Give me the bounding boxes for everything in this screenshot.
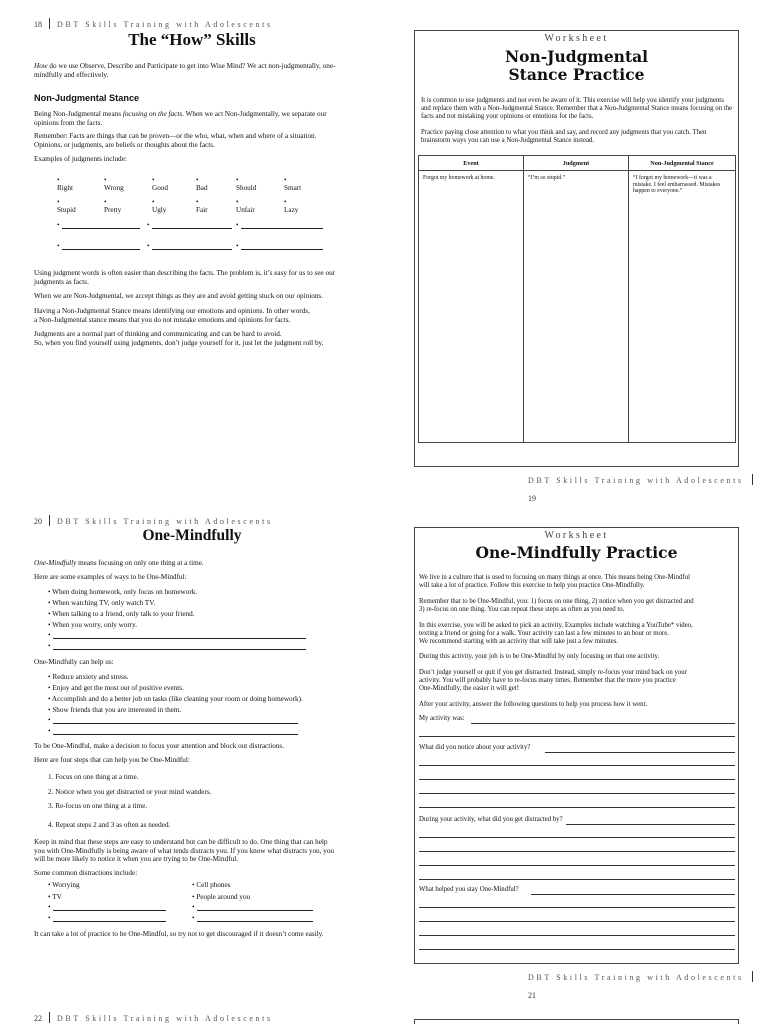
text: . When we act Non-Judgmentally, we separate our opinions from the facts. <box>34 110 327 127</box>
answer-line[interactable] <box>419 807 735 808</box>
paragraph-normal-line2: So, when you find yourself using judgments, don’t judge yourself for it, just let the judgment roll by. <box>34 338 324 347</box>
bullet: • <box>48 903 51 911</box>
list-item: • People around you <box>192 893 251 901</box>
column-header-event: Event <box>419 156 524 171</box>
fill-in-line[interactable] <box>241 249 323 250</box>
fill-in-line[interactable] <box>152 228 232 229</box>
table-cell-stance[interactable] <box>629 171 736 443</box>
fill-in-line[interactable] <box>53 723 298 724</box>
fill-in-line[interactable] <box>62 228 140 229</box>
answer-line[interactable] <box>419 907 735 908</box>
answer-line[interactable] <box>419 736 735 737</box>
worksheet-text: Don’t judge yourself or quit if you get distracted. Instead, simply re-focus your mind back on your <box>419 669 687 676</box>
list-item: • Reduce anxiety and stress. <box>48 673 129 681</box>
list-item: • Stupid <box>57 198 76 214</box>
bullet: • <box>48 727 51 735</box>
list-item: • Bad <box>196 176 208 192</box>
worksheet-text: Remember that to be One-Mindful, you: 1) focus on one thing, 2) notice when you get distracted and <box>419 598 694 605</box>
judgment-table <box>418 155 736 443</box>
running-head: DBT Skills Training with Adolescents <box>57 1014 273 1023</box>
answer-line[interactable] <box>419 949 735 950</box>
list-item: • Unfair <box>236 198 255 214</box>
examples-intro: Here are some examples of ways to be One-Mindful: <box>34 573 187 581</box>
section-title: Non-Judgmental Stance <box>34 93 140 103</box>
bullet: • <box>147 242 150 250</box>
worksheet-non-judgmental <box>414 30 739 467</box>
answer-line[interactable] <box>419 793 735 794</box>
list-item: • Fair <box>196 198 208 214</box>
bullet: • <box>192 903 195 911</box>
page-number: 21 <box>528 991 536 1000</box>
table-row <box>419 171 736 443</box>
worksheet-intro-2: Practice paying close attention to what you think and say, and record any judgments that you catch. Then brainstorm ways you can use a Non-Judgmental Stance instead. <box>421 129 707 144</box>
fill-in-line[interactable] <box>197 921 313 922</box>
bullet: • <box>48 631 51 639</box>
table-header-row <box>419 156 736 171</box>
list-item: • Wrong <box>104 176 124 192</box>
bullet: • <box>57 221 60 229</box>
running-head: DBT Skills Training with Adolescents <box>528 476 744 485</box>
bullet: • <box>236 221 239 229</box>
list-item: • Good <box>152 176 168 192</box>
list-item: • Should <box>236 176 257 192</box>
keep-in-mind-line1: Keep in mind that these steps are easy to understand but can be difficult to do. One thing that can help <box>34 838 328 846</box>
page-21-footer <box>528 967 768 1003</box>
answer-line[interactable] <box>419 879 735 880</box>
question-activity: My activity was: <box>419 715 465 722</box>
answer-line[interactable] <box>419 865 735 866</box>
page-22-header <box>34 1008 273 1024</box>
table-cell-event[interactable] <box>419 171 524 443</box>
list-item: • Worrying <box>48 881 80 889</box>
divider <box>49 18 50 29</box>
worksheet-text: We recommend starting with an activity that will take just a few minutes. <box>419 638 618 645</box>
list-item: • Smart <box>284 176 302 192</box>
list-item: • When doing homework, only focus on homework. <box>48 588 198 596</box>
paragraph-being-non-judgmental <box>34 110 344 127</box>
page-title: One-Mindfully <box>142 527 242 544</box>
bullet: • <box>48 914 51 922</box>
list-item: 1. Focus on one thing at a time. <box>48 773 139 781</box>
definition <box>34 559 354 568</box>
worksheet-text: In this exercise, you will be asked to pick an activity. Examples include watching a YouTube* video, <box>419 622 693 629</box>
page-number: 18 <box>34 20 42 29</box>
fill-in-line[interactable] <box>53 910 166 911</box>
page-number: 19 <box>528 494 536 503</box>
emphasis: One-Mindfully <box>34 559 77 567</box>
keep-in-mind-line3: will be more likely to notice it when you are trying to be One-Mindful. <box>34 855 238 863</box>
answer-line[interactable] <box>545 752 735 753</box>
question-helped: What helped you stay One-Mindful? <box>419 886 519 893</box>
fill-in-line[interactable] <box>53 921 166 922</box>
worksheet-one-mindfully <box>414 527 739 964</box>
worksheet-title-line1: Non-Judgmental <box>504 47 649 66</box>
paragraph-judgment-words: Using judgment words is often easier than describing the facts. The problem is, it’s easy for us to see our judgments as facts. <box>34 269 336 286</box>
keep-in-mind-line2: you with One-Mindfully is being aware of what tends distracts you. If you know what distracts you, you <box>34 846 335 855</box>
fill-in-line[interactable] <box>53 734 298 735</box>
worksheet-title: One-Mindfully Practice <box>475 543 678 562</box>
list-item: • Right <box>57 176 73 192</box>
example-event: Forgot my homework at home. <box>423 175 495 181</box>
page-number: 20 <box>34 517 42 526</box>
running-head: DBT Skills Training with Adolescents <box>57 517 273 526</box>
worksheet-text: One-Mindfully, the easier it will get! <box>419 685 519 692</box>
list-item: • When watching TV, only watch TV. <box>48 599 156 607</box>
answer-line[interactable] <box>419 779 735 780</box>
paragraph-facts: Remember: Facts are things that can be proven—or the who, what, when and where of a situation. Opinions, or judgments, are beliefs or thoughts about the facts. <box>34 132 317 149</box>
worksheet-text: activity. You will probably have to re-focus many times. Remember that the more you practice <box>419 677 676 684</box>
intro-paragraph <box>34 62 344 79</box>
fill-in-line[interactable] <box>62 249 140 250</box>
divider <box>49 515 50 526</box>
steps-intro: Here are four steps that can help you be One-Mindful: <box>34 756 190 764</box>
bullet: • <box>147 221 150 229</box>
closing-paragraph: It can take a lot of practice to be One-Mindful, so try not to get discouraged if it doesn’t come easily. <box>34 930 324 938</box>
list-item: 4. Repeat steps 2 and 3 as often as needed. <box>48 820 171 829</box>
worksheet-title-line2: Stance Practice <box>508 65 645 84</box>
paragraph-examples: Examples of judgments include: <box>34 155 127 163</box>
text: means focusing on only one thing at a time. <box>76 559 204 567</box>
answer-line[interactable] <box>566 824 735 825</box>
list-item: • Lazy <box>284 198 299 214</box>
steps-list <box>48 773 211 835</box>
fill-in-line[interactable] <box>53 638 306 639</box>
page-19-footer <box>528 470 768 506</box>
bullet: • <box>192 914 195 922</box>
divider <box>49 1012 50 1023</box>
worksheet-text: During this activity, your job is to be One-Mindful by only focusing on that one activity. <box>419 653 660 660</box>
list-item: • Pretty <box>104 198 122 214</box>
page-title: The “How” Skills <box>128 30 256 49</box>
divider <box>752 971 753 982</box>
paragraph-normal-line1: Judgments are a normal part of thinking and communicating and can be hard to avoid. <box>34 330 282 338</box>
worksheet-label: Worksheet <box>544 530 609 541</box>
paragraph-stance-line2: a Non-Judgmental stance means that you do not mistake emotions and opinions for facts. <box>34 315 291 324</box>
fill-in-line[interactable] <box>241 228 323 229</box>
list-item: 2. Notice when you get distracted or your mind wanders. <box>48 787 212 796</box>
help-intro: One-Mindfully can help us: <box>34 658 114 666</box>
question-notice: What did you notice about your activity? <box>419 744 531 751</box>
bullet: • <box>48 716 51 724</box>
worksheet-intro: It is common to use judgments and not even be aware of it. This exercise will help you identify your judgments and replace them with a Non-Judgmental Stance. Remember that a Non-Judgmental Stance means focusing on the facts and not mistaking your opinions or emotions for the facts. <box>421 97 733 120</box>
running-head: DBT Skills Training with Adolescents <box>528 973 744 982</box>
intro-text: do we use Observe, Describe and Participate to get into Wise Mind? We act non-judgmentally, one-mindfully and effectively. <box>34 62 336 79</box>
list-item: • TV <box>48 893 62 901</box>
worksheet-text: We live in a culture that is used to focusing on many things at once. This means being One-Mindful <box>419 574 690 581</box>
list-item: • Enjoy and get the most out of positive events. <box>48 684 184 692</box>
answer-line[interactable] <box>419 935 735 936</box>
answer-line[interactable] <box>419 921 735 922</box>
bullet: • <box>236 242 239 250</box>
answer-line[interactable] <box>419 837 735 838</box>
worksheet-box-partial <box>414 1019 739 1024</box>
bullet: • <box>57 242 60 250</box>
list-item: • When talking to a friend, only talk to your friend. <box>48 610 195 618</box>
fill-in-line[interactable] <box>197 910 313 911</box>
example-stance: “I forgot my homework—it was a mistake. I feel embarrassed. Mistakes happen to everyone.” <box>633 175 721 195</box>
example-judgment: “I’m so stupid.” <box>528 175 566 181</box>
answer-line[interactable] <box>531 894 735 895</box>
worksheet-text: 3) re-focus on one thing. You can repeat these steps as often as you need to. <box>419 606 625 613</box>
intro-emphasis: How <box>34 62 48 70</box>
distractions-intro: Some common distractions include: <box>34 869 138 877</box>
fill-in-line[interactable] <box>152 249 232 250</box>
paragraph-stance-line1: Having a Non-Judgmental Stance means identifying our emotions and opinions. In other words, <box>34 307 310 315</box>
emphasis: focusing on the facts <box>122 110 183 118</box>
answer-line[interactable] <box>419 765 735 766</box>
text: Being Non-Judgmental means <box>34 110 123 118</box>
list-item: • When you worry, only worry. <box>48 621 138 629</box>
list-item: • Cell phones <box>192 881 231 889</box>
list-item: • Ugly <box>152 198 167 214</box>
fill-in-line[interactable] <box>53 649 306 650</box>
worksheet-label: Worksheet <box>544 33 609 44</box>
column-header-judgment: Judgment <box>524 156 629 171</box>
bullet: • <box>48 642 51 650</box>
column-header-stance: Non-Judgmental Stance <box>629 156 736 171</box>
answer-line[interactable] <box>419 851 735 852</box>
divider <box>752 474 753 485</box>
answer-line[interactable] <box>471 723 735 724</box>
paragraph-decide: To be One-Mindful, make a decision to focus your attention and block out distractions. <box>34 742 285 750</box>
running-head: DBT Skills Training with Adolescents <box>57 20 273 29</box>
list-item: • Accomplish and do a better job on tasks (like cleaning your room or doing homework). <box>48 695 303 703</box>
paragraph-accept: When we are Non-Judgmental, we accept things as they are and avoid getting stuck on our opinions. <box>34 292 324 300</box>
question-distracted: During your activity, what did you get distracted by? <box>419 816 563 823</box>
worksheet-text: texting a friend or going for a walk. Your activity can last a few minutes to an hour or more. <box>419 630 669 637</box>
worksheet-text: After your activity, answer the following questions to help you process how it went. <box>419 701 648 708</box>
list-item: • Show friends that you are interested in them. <box>48 706 182 714</box>
worksheet-text: will take a lot of practice. Follow this exercise to help you practice One-Mindfully. <box>419 582 645 589</box>
list-item: 3. Re-focus on one thing at a time. <box>48 802 148 810</box>
table-cell-judgment[interactable] <box>524 171 629 443</box>
page-number: 22 <box>34 1014 42 1023</box>
